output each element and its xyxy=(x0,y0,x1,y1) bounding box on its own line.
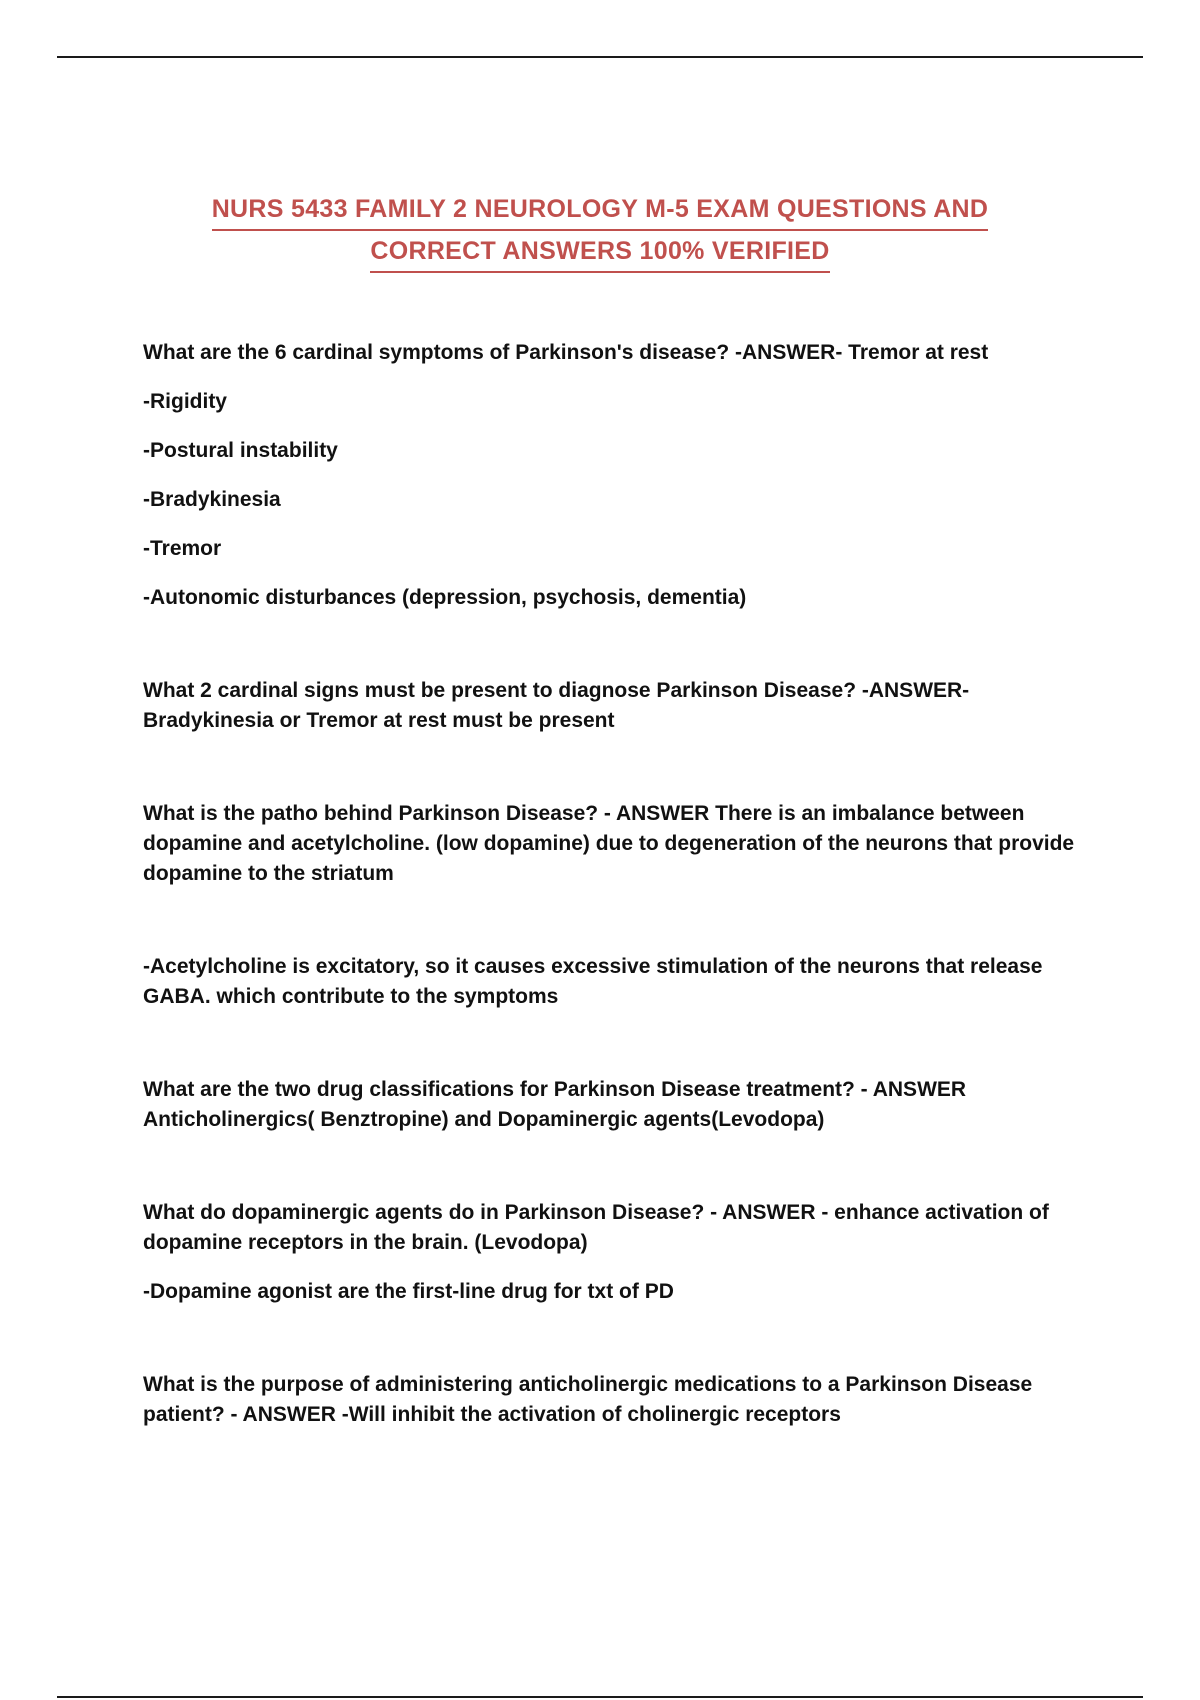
qa-block-dopaminergic-agents xyxy=(143,1198,1103,1307)
qa-block-diagnosis-signs xyxy=(143,676,1103,736)
qa-block-anticholinergic-purpose xyxy=(143,1370,1103,1430)
paragraph: -Dopamine agonist are the first-line drug for txt of PD xyxy=(143,1280,674,1303)
paragraph: What is the patho behind Parkinson Disease? - ANSWER There is an imbalance between dopamine and acetylcholine. (low dopamine) due to degeneration of the neurons that provide dopamine to the striatum xyxy=(143,802,1075,885)
paragraph: -Postural instability xyxy=(143,439,338,462)
qa-block-patho xyxy=(143,799,1103,889)
qa-block-acetylcholine-note xyxy=(143,952,1103,1012)
paragraph: -Acetylcholine is excitatory, so it causes excessive stimulation of the neurons that release GABA. which contribute to the symptoms xyxy=(143,955,1043,1008)
top-divider xyxy=(57,56,1143,58)
paragraph: -Autonomic disturbances (depression, psychosis, dementia) xyxy=(143,586,747,609)
qa-block-drug-classifications xyxy=(143,1075,1103,1135)
paragraph: -Rigidity xyxy=(143,390,227,413)
paragraph: What is the purpose of administering anticholinergic medications to a Parkinson Disease patient? - ANSWER -Will inhibit the activation of cholinergic receptors xyxy=(143,1373,1033,1426)
paragraph: -Bradykinesia xyxy=(143,488,281,511)
paragraph: What 2 cardinal signs must be present to diagnose Parkinson Disease? -ANSWER- Bradykinesia or Tremor at rest must be present xyxy=(143,679,970,732)
bottom-divider xyxy=(57,1696,1143,1698)
document-title xyxy=(0,189,1200,273)
paragraph: What are the two drug classifications for Parkinson Disease treatment? - ANSWER Anticholinergics( Benztropine) and Dopaminergic agents(Levodopa) xyxy=(143,1078,967,1131)
title-line-2: CORRECT ANSWERS 100% VERIFIED xyxy=(370,231,829,273)
qa-block-cardinal-symptoms xyxy=(143,338,1103,613)
title-line-1: NURS 5433 FAMILY 2 NEUROLOGY M-5 EXAM QUESTIONS AND xyxy=(212,189,989,231)
paragraph: What are the 6 cardinal symptoms of Parkinson's disease? -ANSWER- Tremor at rest xyxy=(143,341,989,364)
document-body xyxy=(143,338,1103,1430)
paragraph: -Tremor xyxy=(143,537,222,560)
paragraph: What do dopaminergic agents do in Parkinson Disease? - ANSWER - enhance activation of dopamine receptors in the brain. (Levodopa) xyxy=(143,1201,1049,1254)
